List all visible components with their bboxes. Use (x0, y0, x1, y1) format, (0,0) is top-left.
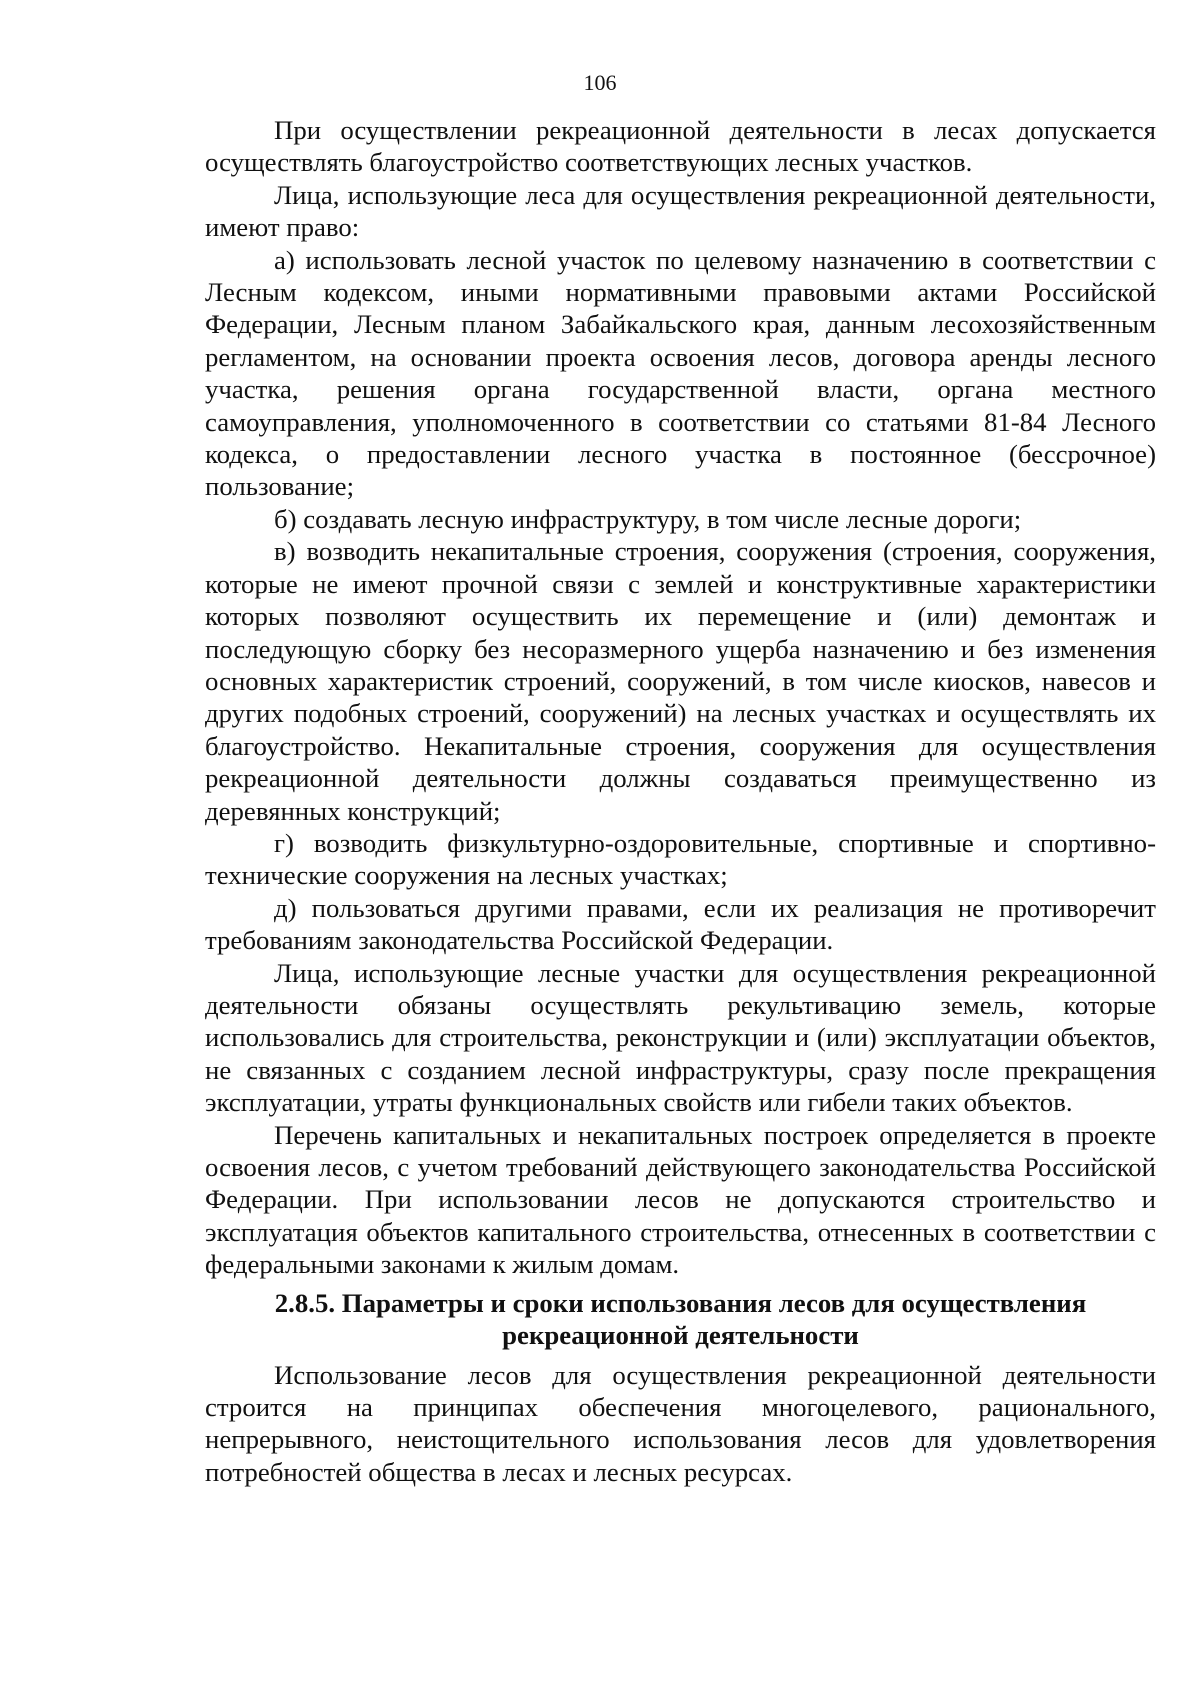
list-item-d: д) пользоваться другими правами, если их реализация не противоречит требованиям законодательства Российской Федерации. (205, 892, 1156, 956)
paragraph-recreation-landscaping: При осуществлении рекреационной деятельности в лесах допускается осуществлять благоустройство соответствующих лесных участков. (205, 115, 1156, 178)
page-number: 106 (583, 70, 617, 95)
paragraph-obligations: Лица, использующие лесные участки для осуществления рекреационной деятельности обязаны осуществлять рекультивацию земель, которые использовались для строительства, реконструкции и (или) эксплуатации объектов, не связанных с созданием лесной инфраструктуры, сразу после прекращения эксплуатации, утраты функциональных свойств или гибели таких объектов. (205, 957, 1156, 1118)
list-item-b: б) создавать лесную инфраструктуру, в том числе лесные дороги; (274, 503, 1022, 534)
paragraph-forest-use-principles: Использование лесов для осуществления рекреационной деятельности строится на принципах обеспечения многоцелевого, рационального, непрерывного, неистощительного использования лесов для удовлетворения потребностей общества в лесах и лесных ресурсах. (205, 1359, 1156, 1487)
list-item-v: в) возводить некапитальные строения, сооружения (строения, сооружения, которые не имеют прочной связи с землей и конструктивные характеристики которых позволяют осуществить их перемещение и (или) демонтаж и последующую сборку без несоразмерного ущерба назначению и без изменения основных характеристик строений, сооружений, в том числе киосков, навесов и других подобных строений, сооружений) на лесных участках и осуществлять их благоустройство. Некапитальные строения, сооружения для осуществления рекреационной деятельности должны создаваться преимущественно из деревянных конструкций; (205, 536, 1156, 826)
list-item-g: г) возводить физкультурно-оздоровительные, спортивные и спортивно-технические сооружения на лесных участках; (205, 827, 1156, 891)
paragraph-rights-intro: Лица, использующие леса для осуществления рекреационной деятельности, имеют право: (205, 179, 1156, 243)
section-heading-line-1: 2.8.5. Параметры и сроки использования лесов для осуществления (274, 1287, 1087, 1318)
section-heading-line-2: рекреационной деятельности (502, 1319, 859, 1350)
document-body (205, 114, 1156, 1488)
paragraph-buildings-list: Перечень капитальных и некапитальных построек определяется в проекте освоения лесов, с учетом требований действующего законодательства Российской Федерации. При использовании лесов не допускаются строительство и эксплуатация объектов капитального строительства, отнесенных в соответствии с федеральными законами к жилым домам. (205, 1119, 1156, 1280)
section-heading (205, 1287, 1156, 1351)
list-item-a: а) использовать лесной участок по целевому назначению в соответствии с Лесным кодексом, иными нормативными правовыми актами Российской Федерации, Лесным планом Забайкальского края, данным лесохозяйственным регламентом, на основании проекта освоения лесов, договора аренды лесного участка, решения органа государственной власти, органа местного самоуправления, уполномоченного в соответствии со статьями 81-84 Лесного кодекса, о предоставлении лесного участка в постоянное (бессрочное) пользование; (205, 244, 1156, 502)
